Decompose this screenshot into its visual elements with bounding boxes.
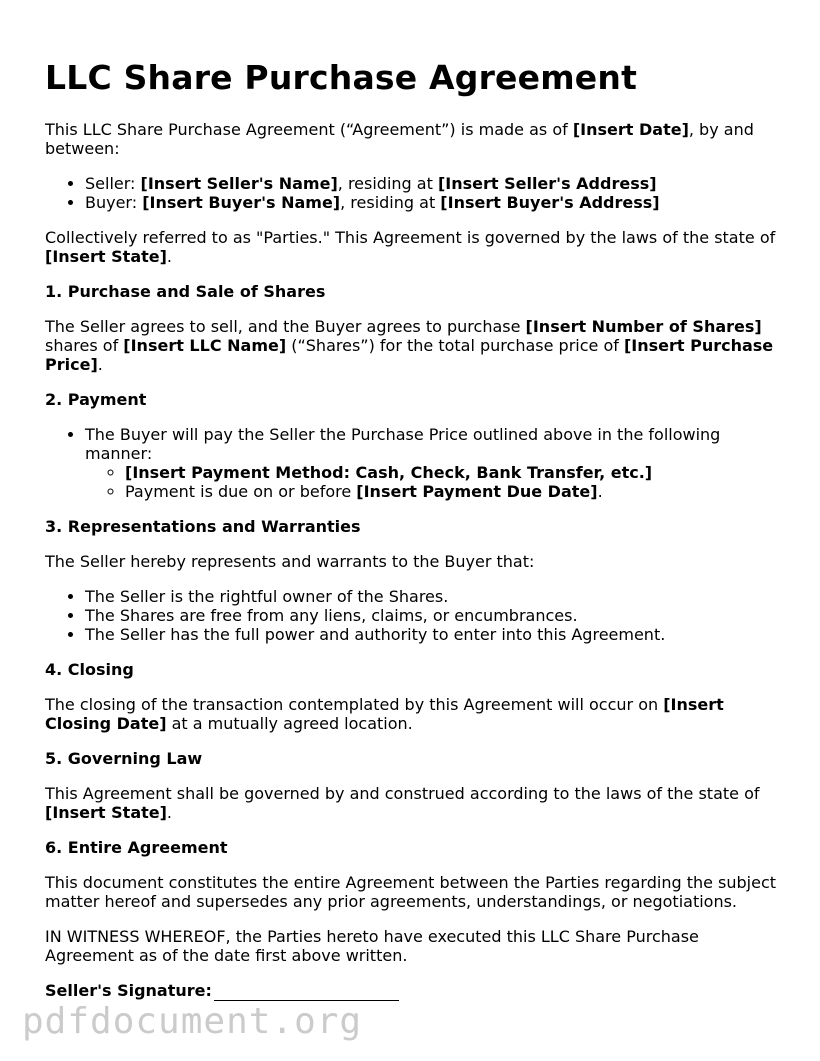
payment-method-placeholder: [Insert Payment Method: Cash, Check, Bank Transfer, etc.] — [125, 463, 653, 482]
section-2-heading: 2. Payment — [45, 390, 147, 409]
seller-signature-line — [45, 981, 780, 1001]
s1-text-end: . — [97, 355, 103, 374]
s4-text: The closing of the transaction contemplated by this Agreement will occur on — [45, 695, 664, 714]
residing-text: , residing at — [337, 174, 438, 193]
section-heading — [45, 660, 780, 679]
s5-text-end: . — [166, 803, 173, 822]
list-item: • The Shares are free from any liens, claims, or encumbrances. — [85, 606, 780, 625]
witness-paragraph: IN WITNESS WHEREOF, the Parties hereto have executed this LLC Share Purchase Agreement as of the date first above written. — [45, 927, 699, 965]
buyer-label: Buyer: — [85, 193, 143, 212]
residing-text: , residing at — [340, 193, 441, 212]
seller-label: Seller: — [85, 174, 141, 193]
s1-text: The Seller agrees to sell, and the Buyer agrees to purchase — [45, 317, 526, 336]
seller-name-placeholder: [Insert Seller's Name] — [140, 174, 338, 193]
parties-list — [45, 174, 780, 212]
section-5-paragraph — [45, 784, 780, 822]
section-heading — [45, 517, 780, 536]
due-date-placeholder: [Insert Payment Due Date] — [356, 482, 598, 501]
intro-text: This LLC Share Purchase Agreement (“Agreement”) is made as of — [45, 120, 573, 139]
s1-text: (“Shares”) for the total purchase price of — [286, 336, 624, 355]
list-item: • The Seller has the full power and authority to enter into this Agreement. — [85, 625, 780, 644]
intro-paragraph — [45, 120, 780, 158]
price-placeholder: [Insert Purchase Price] — [45, 336, 774, 374]
section-heading — [45, 282, 780, 301]
intro-text-end: , by and between: — [45, 120, 754, 158]
s4-text-end: at a mutually agreed location. — [166, 714, 413, 733]
state-placeholder: [Insert State] — [45, 247, 167, 266]
seller-address-placeholder: [Insert Seller's Address] — [437, 174, 657, 193]
document-page — [45, 0, 780, 1001]
date-placeholder: [Insert Date] — [572, 120, 689, 139]
payment-sublist — [85, 463, 780, 501]
section-1-heading: 1. Purchase and Sale of Shares — [45, 282, 326, 301]
section-1-paragraph — [45, 317, 780, 374]
signature-label: Seller's Signature: — [45, 981, 212, 1000]
due-text: Payment is due on or before — [125, 482, 357, 501]
llc-name-placeholder: [Insert LLC Name] — [123, 336, 287, 355]
section-4-paragraph — [45, 695, 780, 733]
buyer-address-placeholder: [Insert Buyer's Address] — [440, 193, 660, 212]
section-6-heading: 6. Entire Agreement — [45, 838, 228, 857]
section-4-heading: 4. Closing — [45, 660, 134, 679]
list-item: • The Seller is the rightful owner of the Shares. — [85, 587, 780, 606]
s5-text: This Agreement shall be governed by and construed according to the laws of the state of — [45, 784, 760, 803]
collective-paragraph — [45, 228, 780, 266]
section-heading — [45, 749, 780, 768]
section-6-paragraph: This document constitutes the entire Agreement between the Parties regarding the subject matter hereof and supersedes any prior agreements, understandings, or negotiations. — [45, 873, 777, 911]
list-item — [125, 463, 780, 482]
warranties-list — [45, 587, 780, 644]
signature-field[interactable] — [214, 981, 399, 1001]
list-item — [85, 425, 780, 501]
buyer-name-placeholder: [Insert Buyer's Name] — [142, 193, 341, 212]
collective-text-end: . — [166, 247, 173, 266]
page-title: LLC Share Purchase Agreement — [45, 58, 638, 97]
payment-text: The Buyer will pay the Seller the Purchase Price outlined above in the following manner: — [85, 425, 721, 463]
list-item — [85, 193, 780, 212]
due-text-end: . — [597, 482, 603, 501]
s1-text: shares of — [45, 336, 124, 355]
section-3-lead: The Seller hereby represents and warrants to the Buyer that: — [45, 552, 535, 571]
shares-placeholder: [Insert Number of Shares] — [525, 317, 762, 336]
section-3-heading: 3. Representations and Warranties — [45, 517, 361, 536]
watermark: pdfdocument.org — [22, 1001, 363, 1042]
state-placeholder: [Insert State] — [45, 803, 167, 822]
section-heading — [45, 390, 780, 409]
section-5-heading: 5. Governing Law — [45, 749, 203, 768]
closing-date-placeholder: [Insert Closing Date] — [45, 695, 724, 733]
section-heading — [45, 838, 780, 857]
list-item — [85, 174, 780, 193]
payment-list — [45, 425, 780, 501]
collective-text: Collectively referred to as "Parties." This Agreement is governed by the laws of the state of — [45, 228, 776, 247]
list-item — [125, 482, 780, 501]
